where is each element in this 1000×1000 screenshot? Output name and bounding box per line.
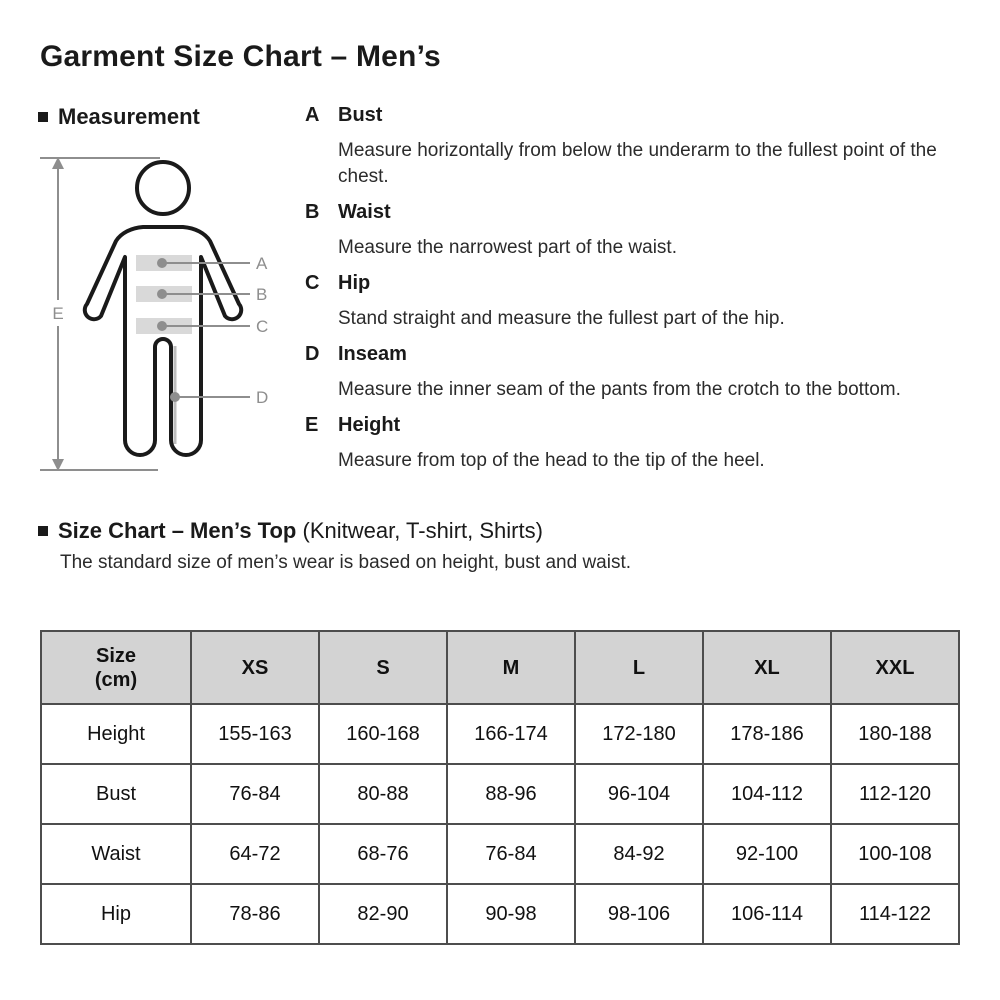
table-row-height [41,704,959,764]
table-cell: 92-100 [703,824,831,884]
head-outline [137,162,189,214]
table-cell: 172-180 [575,704,703,764]
bust-dot [157,258,167,268]
column-header-m: M [447,631,575,704]
hip-dot [157,321,167,331]
row-label: Waist [41,824,191,884]
measurement-section-heading [38,104,200,130]
column-header-s: S [319,631,447,704]
size-chart-heading-label: Size Chart – Men’s Top (Knitwear, T-shirt, Shirts) [58,518,543,543]
square-bullet-icon [38,112,48,122]
corner-header-line1: Size [95,644,137,667]
table-cell: 106-114 [703,884,831,944]
measurement-letter: B [305,201,320,223]
measurement-description: Measure the inner seam of the pants from the crotch to the bottom. [338,379,901,400]
measurement-item-height [305,412,965,474]
row-label: Height [41,704,191,764]
size-chart-heading-garments: (Knitwear, T-shirt, Shirts) [296,518,543,543]
table-cell: 88-96 [447,764,575,824]
table-cell: 160-168 [319,704,447,764]
table-cell: 114-122 [831,884,959,944]
table-cell: 98-106 [575,884,703,944]
table-row-bust [41,764,959,824]
table-cell: 96-104 [575,764,703,824]
measurement-item-bust [305,102,965,190]
size-chart-section-heading [38,518,543,544]
row-label: Bust [41,764,191,824]
table-cell: 178-186 [703,704,831,764]
table-row-hip [41,884,959,944]
corner-header-line2: (cm) [94,668,138,691]
diagram-label-hip: C [256,317,269,336]
table-cell: 90-98 [447,884,575,944]
measurement-description: Measure horizontally from below the underarm to the fullest point of the chest. [338,140,937,187]
measurement-name: Bust [338,104,383,126]
table-cell: 100-108 [831,824,959,884]
size-table-header-row [41,631,959,704]
size-table-corner-header [41,631,191,704]
measurement-item-waist [305,199,965,261]
measurement-description: Stand straight and measure the fullest part of the hip. [338,308,785,329]
measurement-description-list [305,102,965,483]
table-cell: 76-84 [447,824,575,884]
size-chart-subtitle: The standard size of men’s wear is based on height, bust and waist. [60,552,632,573]
square-bullet-icon [38,526,48,536]
diagram-label-height: E [52,304,64,323]
diagram-label-bust: A [256,254,268,273]
column-header-xl: XL [703,631,831,704]
table-cell: 64-72 [191,824,319,884]
table-cell: 78-86 [191,884,319,944]
table-cell: 80-88 [319,764,447,824]
page-title: Garment Size Chart – Men’s [40,40,441,73]
table-cell: 68-76 [319,824,447,884]
measurement-item-heading [305,412,965,438]
measurement-heading-label: Measurement [58,104,200,129]
size-table-container [40,630,960,945]
table-cell: 84-92 [575,824,703,884]
measurement-name: Hip [338,272,371,294]
measurement-name: Height [338,414,401,436]
measurement-letter: C [305,272,320,294]
table-cell: 155-163 [191,704,319,764]
size-table [40,630,960,945]
measurement-item-heading [305,270,965,296]
body-measurement-diagram [28,140,298,485]
column-header-l: L [575,631,703,704]
measurement-letter: E [305,414,319,436]
table-row-waist [41,824,959,884]
measurement-item-inseam [305,341,965,403]
column-header-xxl: XXL [831,631,959,704]
table-cell: 76-84 [191,764,319,824]
table-cell: 180-188 [831,704,959,764]
table-cell: 112-120 [831,764,959,824]
measurement-item-heading [305,199,965,225]
inseam-dot [170,392,180,402]
measurement-item-heading [305,341,965,367]
measurement-letter: A [305,104,320,126]
table-cell: 166-174 [447,704,575,764]
table-cell: 104-112 [703,764,831,824]
waist-dot [157,289,167,299]
measurement-description: Measure from top of the head to the tip of the heel. [338,450,765,471]
measurement-item-heading [305,102,965,128]
measurement-description: Measure the narrowest part of the waist. [338,237,677,258]
measurement-name: Inseam [338,343,407,365]
diagram-label-waist: B [256,285,268,304]
column-header-xs: XS [191,631,319,704]
table-cell: 82-90 [319,884,447,944]
measurement-letter: D [305,343,320,365]
measurement-name: Waist [338,201,391,223]
diagram-label-inseam: D [256,388,269,407]
row-label: Hip [41,884,191,944]
measurement-item-hip [305,270,965,332]
